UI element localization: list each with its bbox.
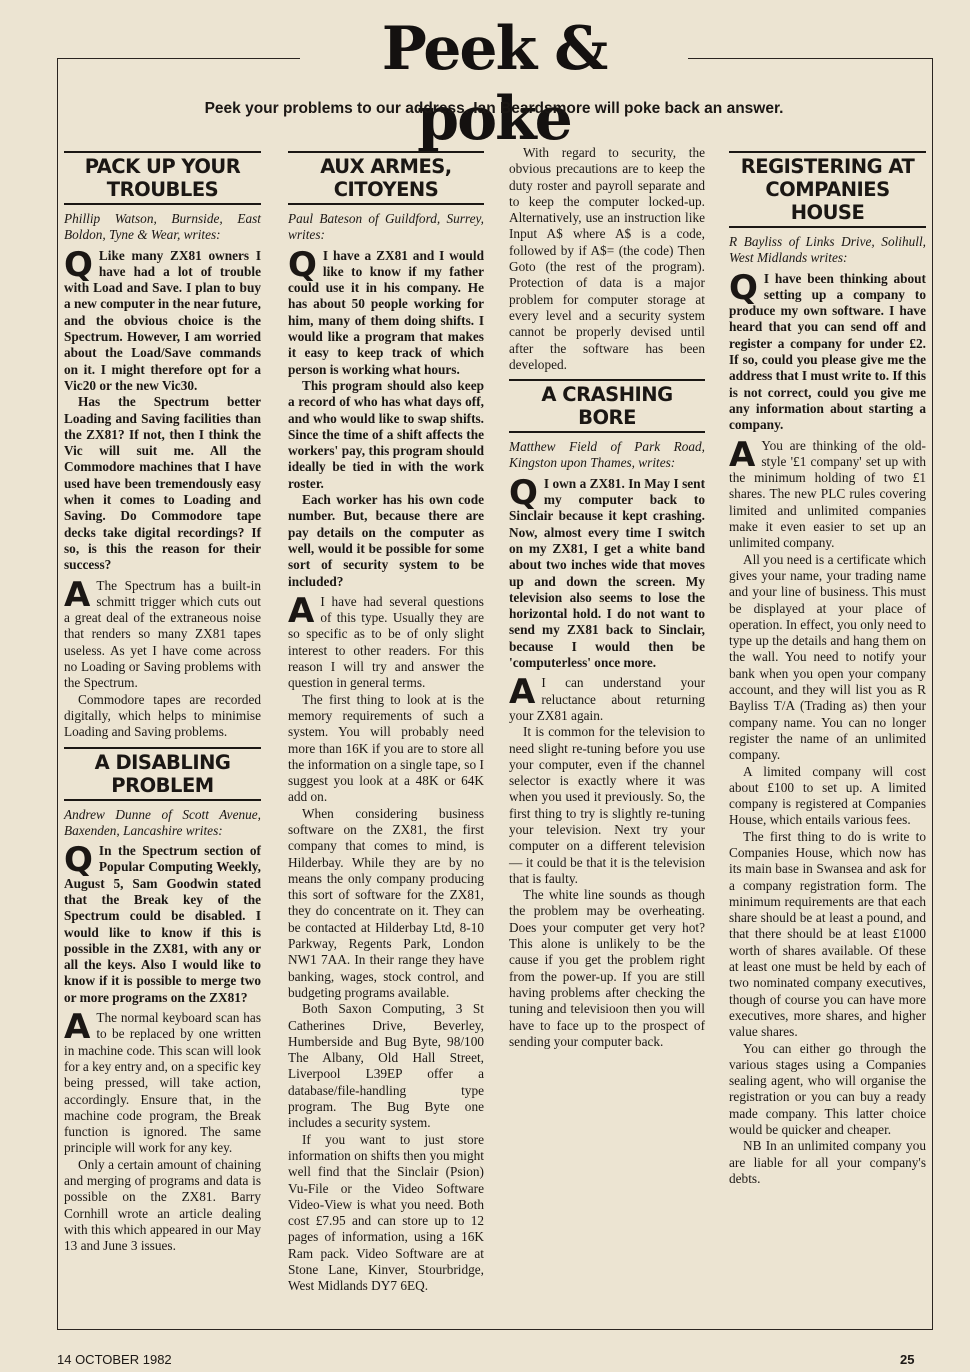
heading-line: COMPANIES HOUSE bbox=[765, 178, 890, 224]
answer-text: I have had several questions of this type. Usually they are so specific as to be of only slight interest to other readers. For this reason I will try and answer the question in general terms. bbox=[288, 593, 484, 691]
byline: Andrew Dunne of Scott Avenue, Baxenden, Lancashire writes: bbox=[64, 806, 261, 838]
article-heading bbox=[509, 379, 705, 433]
question-text: Like many ZX81 owners I have had a lot of trouble with Load and Save. I plan to buy a new computer in the near future, and the obvious choice is the Spectrum. However, I am worried about the Load/Save commands on it. I might therefore opt for a Vic20 or the new Vic30. bbox=[64, 247, 261, 393]
question-text: I have a ZX81 and I would like to know if my father could use it in his company. He has about 50 people working for him, many of them doing shifts. I would like a program that makes it easy to keep track of which person is working what hours. bbox=[288, 247, 484, 377]
heading-line: PROBLEM bbox=[111, 773, 214, 797]
article-heading bbox=[729, 151, 926, 228]
answer-text: The first thing to do is write to Companies House, which now has its main base in Swansea and ask for a company registration form. The minimum requirements are that each share should be at least a pound, and that there should be at least £1000 worth of shares available. Of these at least one must be held by each of two nominated company executives, though of course you can have more executives, more shares, and higher value shares. bbox=[729, 828, 926, 1040]
question-text: I own a ZX81. In May I sent my computer back to Sinclair because it kept crashing. Now, almost every time I switch on my ZX81, I get a white band about two inches wide that moves up and down the screen. My television also seems to lose the horizontal hold. I do not want to send my ZX81 back to Sinclair, because I would then be 'computerless' once more. bbox=[509, 475, 705, 671]
answer-text: The normal keyboard scan has to be replaced by one written in machine code. This scan will look for a key entry and, on a specific key being pressed, will take action, accordingly. Ensure that, in the machine code program, the Break function is ignored. The same principle will work for any key. bbox=[64, 1010, 261, 1156]
answer-text: If you want to just store information on shifts then you might well find that the Sinclair (Psion) Vu-File or the Video Software Video-View is what you need. Both cost £7.95 and can store up to 12 pages of information, using a 16K Ram pack. Video Software are at Stone Lane, Kinver, Stourbridge, West Midlands DY7 6EQ. bbox=[288, 1131, 484, 1294]
heading-line: A DISABLING bbox=[94, 750, 231, 774]
answer-text: Both Saxon Computing, 3 St Catherines Drive, Beverley, Humberside and Bug Byte, 98/100 The Albany, Old Hall Street, Liverpool L39EP offer a database/file-handling type program. The Bug Byte one includes a security system. bbox=[288, 1001, 484, 1131]
answer-text: With regard to security, the obvious precautions are to keep the duty roster and payroll separate and to keep the computer locked-up. Alternatively, use an instruction like Input A$ where A$ is a code, followed by if A$= (the code) Then Goto (the rest of the program). Protection of data is a major problem for computer storage at every level and a security system cannot be properly devised until after the software has been developed. bbox=[509, 145, 705, 372]
answer-block bbox=[729, 434, 926, 552]
a-initial: A bbox=[64, 1007, 91, 1048]
question-text: This program should also keep a record of who has what days off, and who would like to swap shifts. Since the time of a shift affects the workers' pay, this program should ideally be tied in with the work roster. bbox=[288, 377, 484, 491]
heading-line: PACK UP YOUR bbox=[84, 155, 241, 178]
column-4 bbox=[729, 145, 926, 1187]
heading-line: AUX ARMES, bbox=[320, 155, 452, 178]
question-text: Each worker has his own code number. But, because there are pay details on the computer as well, would it be possible for some sort of security system to be included? bbox=[288, 492, 484, 589]
heading-line: BORE bbox=[578, 406, 636, 430]
answer-text: The Spectrum has a built-in schmitt trigger which cuts out a great deal of the extraneous noise that renders so many ZX81 tapes useless. As yet I have come across no Loading or Saving problems with the Spectrum. bbox=[64, 577, 261, 691]
question-block bbox=[64, 840, 261, 1006]
answer-text: A limited company will cost about £100 to set up. A limited company is registered at Companies House, which entails various fees. bbox=[729, 763, 926, 828]
article-heading bbox=[64, 747, 261, 801]
answer-text: You are thinking of the old-style '£1 company' set up with the minimum holding of two £1 shares. The new PLC rules covering limited and unlimited companies make it even easier to set up an unlimited company. bbox=[729, 437, 926, 551]
heading-line: CITOYENS bbox=[333, 178, 439, 201]
byline: Paul Bateson of Guildford, Surrey, writes: bbox=[288, 211, 484, 243]
answer-text: NB In an unlimited company you are liable for all your company's debts. bbox=[729, 1138, 926, 1186]
q-initial: Q bbox=[288, 244, 317, 285]
column-3 bbox=[509, 145, 705, 1050]
heading-line: REGISTERING AT bbox=[740, 155, 915, 178]
q-initial: Q bbox=[64, 840, 93, 881]
heading-line: A CRASHING bbox=[541, 383, 673, 407]
q-initial: Q bbox=[64, 244, 93, 285]
page-number: 25 bbox=[900, 1352, 915, 1367]
answer-text: Only a certain amount of chaining and merging of programs and data is possible on the ZX81. Barry Cornhill wrote an article dealing with this which appeared in our May 13 and June 3 issues. bbox=[64, 1156, 261, 1254]
a-initial: A bbox=[509, 672, 536, 713]
question-block bbox=[729, 267, 926, 434]
answer-text: The white line sounds as though the problem may be overheating. Does your computer get very hot? This alone is unlikely to be the cause if you get the problem right from the power-up. If you are still having problems after checking the tuning and televisioon then you will have to face up to the prospect of sending your computer back. bbox=[509, 887, 705, 1049]
question-text: I have been thinking about setting up a company to produce my own software. I have heard that you can send off and register a company for under £2. If so, could you please give me the address that I must write to. If this is not correct, could you give me any information about starting a company. bbox=[729, 270, 926, 433]
answer-text: All you need is a certificate which gives your name, your trading name and your line of business. This must be displayed at your place of operation. In effect, you only need to type up the details and hang them on the wall. You need to notify your bank when you open your company account, and they will list you as R Bayliss T/A (Trading as) then your company name. You can no longer register the name of an unlimited company. bbox=[729, 551, 926, 763]
byline: Phillip Watson, Burnside, East Boldon, Tyne & Wear, writes: bbox=[64, 211, 261, 243]
article-heading bbox=[288, 151, 484, 205]
byline: Matthew Field of Park Road, Kingston upon Thames, writes: bbox=[509, 439, 705, 471]
question-block bbox=[288, 244, 484, 378]
answer-text: It is common for the television to need slight re-tuning before you use your computer, even if the channel selector is exactly where it was when you used it previously. So, the first thing to try is slightly re-tuning your television. Next try your computer on a different television — it could be that it is the television that is faulty. bbox=[509, 724, 705, 886]
page-title: Peek & poke bbox=[381, 14, 607, 154]
answer-block bbox=[288, 590, 484, 692]
answer-block bbox=[509, 672, 705, 724]
answer-text: When considering business software on the ZX81, the first company that comes to mind, is Hilderbay. While they are by no means the only company producing this sort of software for the ZX81, they do concentrate on it. They can be contacted at Hilderbay Ltd, 8-10 Parkway, Regents Park, London NW1 7AA. In their range they have banking, wages, stock control, and budgeting programs available. bbox=[288, 805, 484, 1000]
byline: R Bayliss of Links Drive, Solihull, West Midlands writes: bbox=[729, 234, 926, 266]
column-2 bbox=[288, 145, 484, 1295]
page-subtitle: Peek your problems to our address. Ian Beardsmore will poke back an answer. bbox=[204, 100, 784, 117]
a-initial: A bbox=[729, 434, 756, 475]
answer-text: The first thing to look at is the memory requirements of such a system. You will probably need more than 16K if you are to store all the information on a single tape, so I suggest you look at a 48K or 64K add on. bbox=[288, 691, 484, 805]
answer-text: Commodore tapes are recorded digitally, which helps to minimise Loading and Saving problems. bbox=[64, 691, 261, 740]
q-initial: Q bbox=[509, 472, 538, 513]
question-text: Has the Spectrum better Loading and Saving facilities than the ZX81? If not, then I think the Vic will suit me. All the Commodore machines that I have used have been tremendously easy when it comes to Loading and Saving. Do Commodore tape decks take digital recordings? If so, is this the reason for their success? bbox=[64, 394, 261, 573]
question-block bbox=[64, 244, 261, 395]
answer-block bbox=[64, 1007, 261, 1157]
question-block bbox=[509, 472, 705, 672]
article-heading bbox=[64, 151, 261, 205]
answer-text: I can understand your reluctance about returning your ZX81 again. bbox=[509, 675, 705, 723]
heading-line: TROUBLES bbox=[106, 178, 219, 201]
a-initial: A bbox=[64, 574, 91, 615]
a-initial: A bbox=[288, 590, 315, 631]
column-1 bbox=[64, 145, 261, 1255]
q-initial: Q bbox=[729, 267, 758, 308]
answer-block bbox=[64, 574, 261, 692]
issue-date: 14 OCTOBER 1982 bbox=[57, 1352, 172, 1367]
answer-text: You can either go through the various stages using a Companies sealing agent, who will organise the registration or you can buy a ready made company. This latter choice would be quicker and cheaper. bbox=[729, 1040, 926, 1138]
question-text: In the Spectrum section of Popular Computing Weekly, August 5, Sam Goodwin stated that the Break key of the Spectrum could be disabled. I would like to know if this is possible in the ZX81, with any or all the keys. Also I would like to know if it is possible to merge two or more programs on the ZX81? bbox=[64, 843, 261, 1005]
